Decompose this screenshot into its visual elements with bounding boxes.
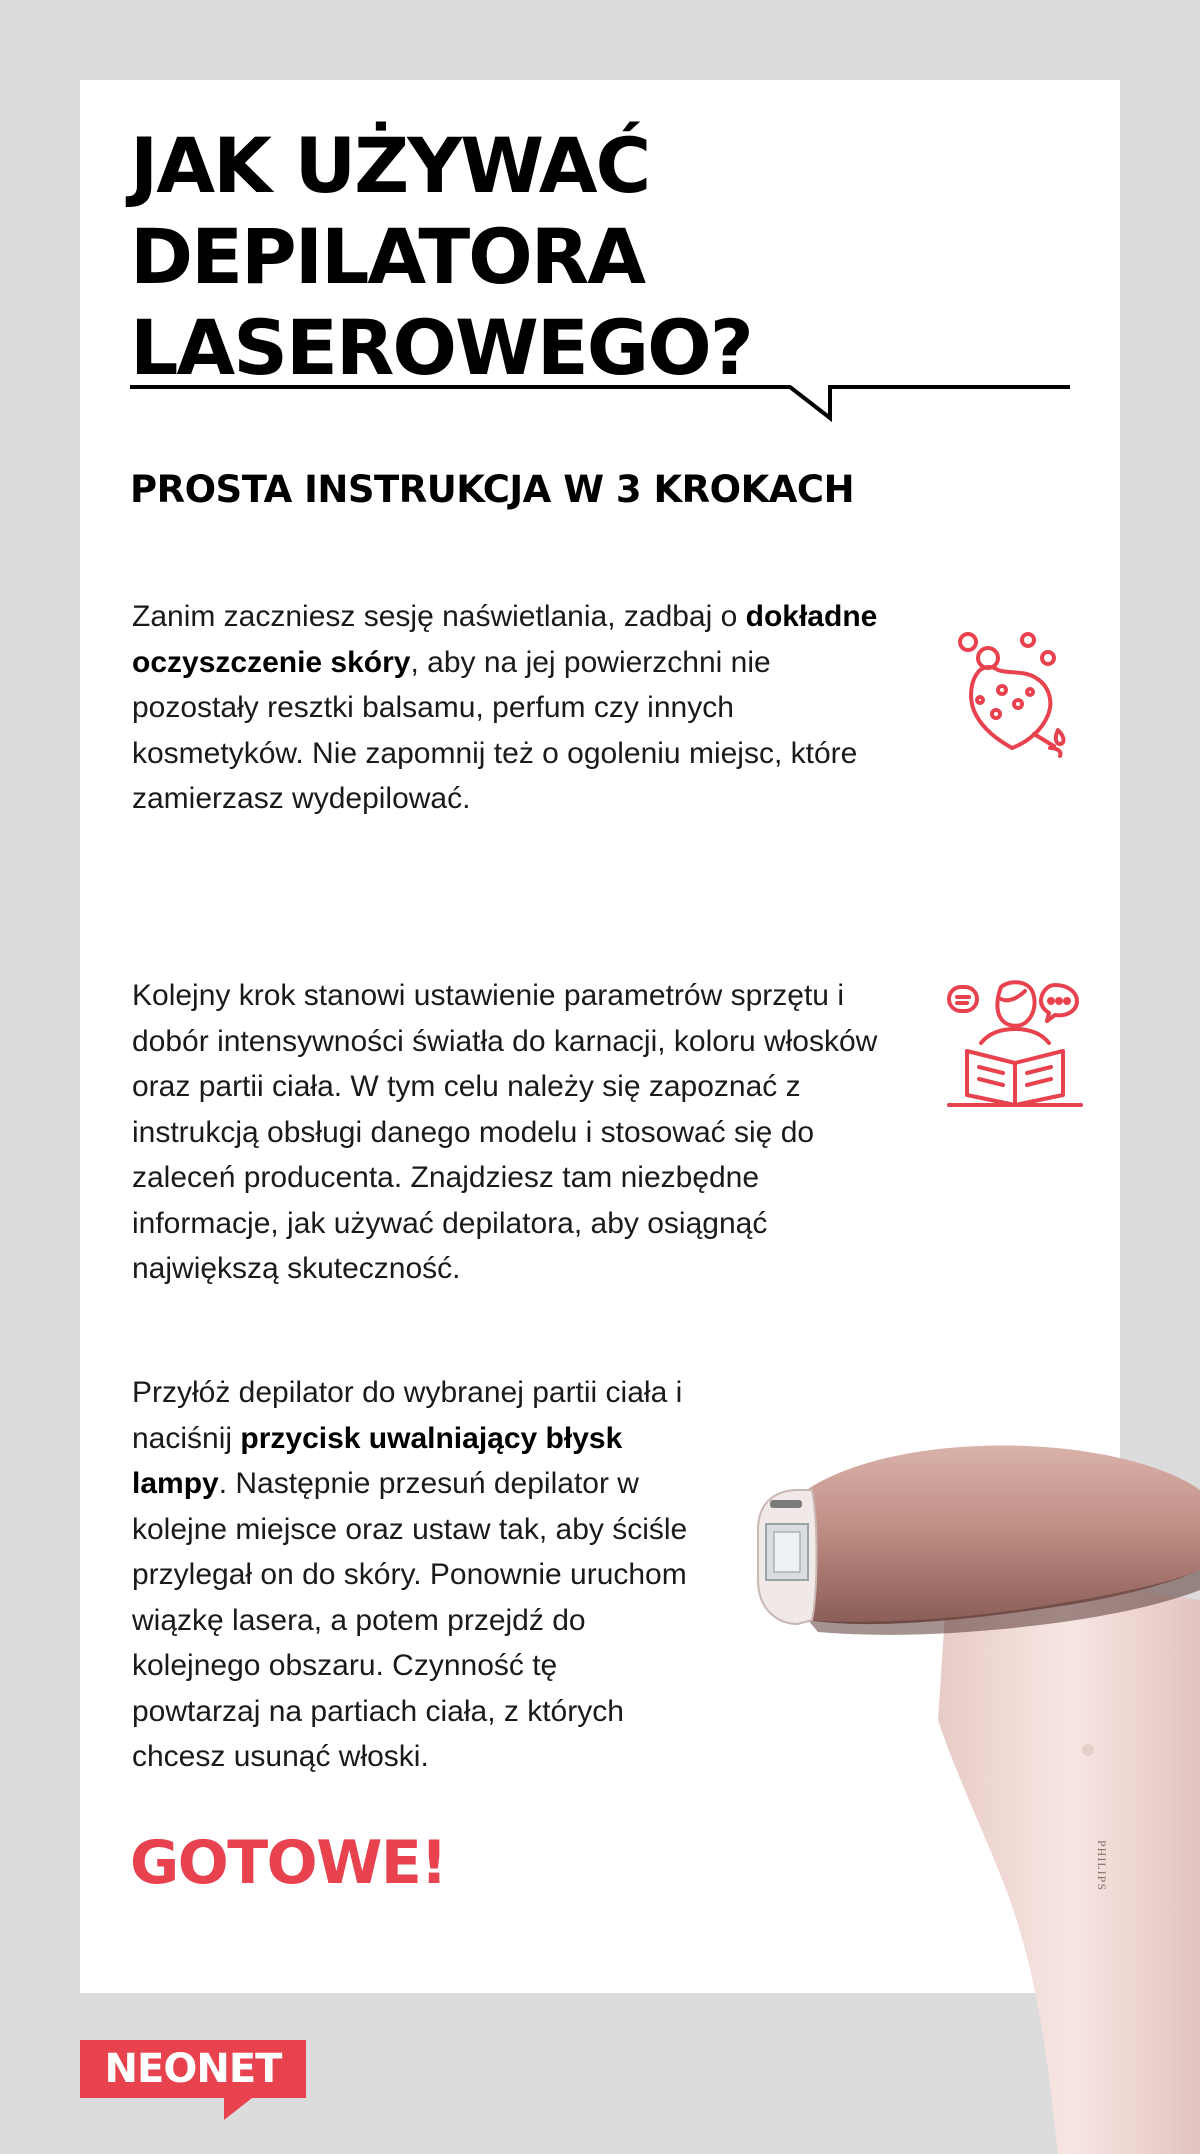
- device-brand: PHILIPS: [1095, 1840, 1109, 1892]
- person-reading-icon: [945, 977, 1085, 1107]
- done-label: GOTOWE!: [130, 1828, 447, 1898]
- step-1-text: Zanim zaczniesz sesję naświetlania, zadbaj o dokładne oczyszczenie skóry, aby na jej powierzchni nie pozostały resztki balsamu, perfum czy innych kosmetyków. Nie zapomnij też o ogoleniu miejsc, które zamierzasz wydepilować.: [132, 600, 878, 815]
- speech-bubble-divider: [130, 380, 1070, 440]
- step-2-text: Kolejny krok stanowi ustawienie parametrów sprzętu i dobór intensywności światła do karnacji, koloru włosków oraz partii ciała. W tym celu należy się zapoznać z instrukcją obsługi danego modelu i stosować się do zaleceń producenta. Znajdziesz tam niezbędne informacje, jak używać depilatora, aby osiągnąć największą skuteczność.: [132, 979, 878, 1285]
- page-title: [130, 120, 1030, 393]
- sponge-bubbles-icon: [950, 630, 1080, 760]
- step-1: [132, 594, 892, 822]
- step-3-text: Przyłóż depilator do wybranej partii ciała i naciśnij przycisk uwalniający błysk lampy. Następnie przesuń depilator w kolejne miejsce oraz ustaw tak, aby ściśle przylegał on do skóry. Ponownie uruchom wiązkę lasera, a potem przejdź do kolejnego obszaru. Czynność tę powtarzaj na partiach ciała, z których chcesz usunąć włoski.: [132, 1376, 688, 1773]
- title-line-1: JAK UŻYWAĆ: [130, 121, 650, 210]
- logo-tail-icon: [224, 2098, 252, 2120]
- title-line-2: DEPILATORA: [130, 212, 645, 301]
- step-1-highlight: dokładne oczyszczenie skóry: [132, 600, 878, 679]
- step-3: [132, 1370, 692, 1780]
- subtitle: PROSTA INSTRUKCJA W 3 KROKACH: [130, 468, 855, 511]
- step-2: [132, 973, 892, 1292]
- neonet-logo: NEONET: [80, 2040, 306, 2098]
- title-line-3: LASEROWEGO?: [130, 303, 752, 392]
- step-3-highlight: przycisk uwalniający błysk lampy: [132, 1421, 623, 1500]
- laser-epilator-image: [748, 1420, 1200, 2154]
